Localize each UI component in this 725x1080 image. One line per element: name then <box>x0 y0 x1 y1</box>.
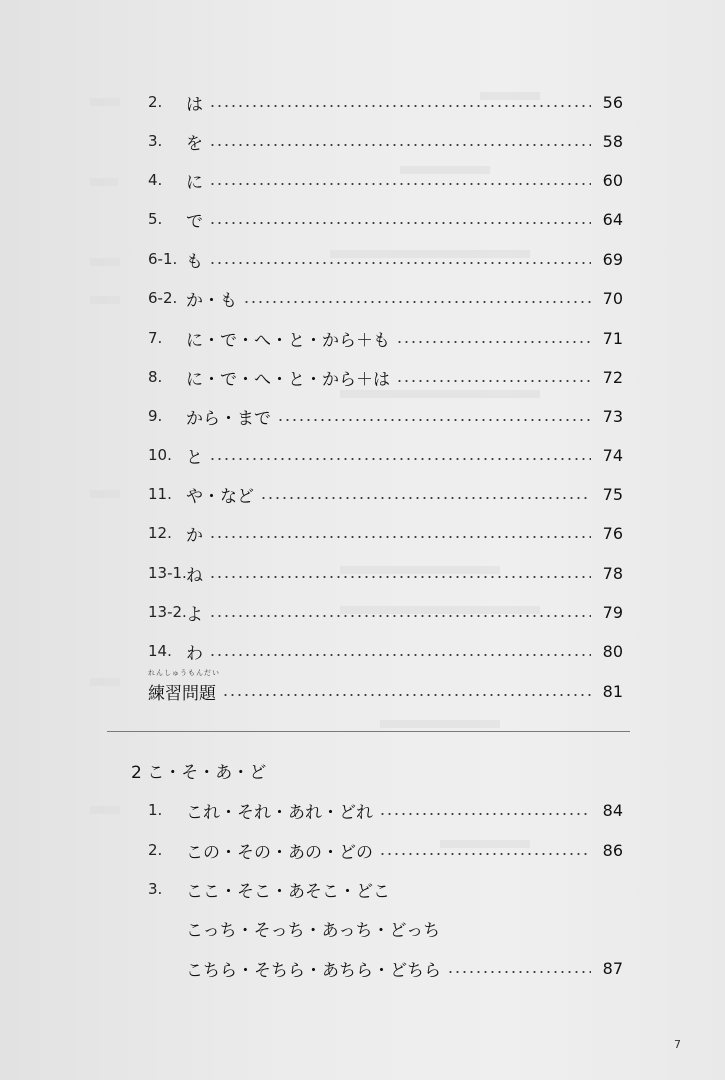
toc-entry-number: 7. <box>148 329 163 347</box>
toc-entry-label: わ <box>186 643 203 664</box>
toc-entry-number: 5. <box>148 210 163 228</box>
toc-entry-ka-mo[interactable] <box>148 285 623 311</box>
toc-entry-number: 6-1. <box>148 250 178 268</box>
leader-dots <box>209 576 591 578</box>
toc-entry-number: 3. <box>148 880 163 898</box>
toc-entry-ne[interactable] <box>148 560 623 586</box>
toc-entry-page: 76 <box>602 523 623 543</box>
leader-dots <box>222 694 591 696</box>
toc-entry-label: は <box>186 94 203 115</box>
toc-entry-label: ね <box>186 565 203 586</box>
toc-entry-label: こっち・そっち・あっち・どっち <box>186 920 441 941</box>
practice-ruby: れんしゅうもんだい <box>148 668 220 677</box>
toc-entry-page: 71 <box>602 328 623 348</box>
toc-entry-number: 8. <box>148 368 163 386</box>
toc-entry-label: で <box>186 211 203 232</box>
toc-entry-label: よ <box>186 604 203 625</box>
toc-entry-label: この・その・あの・どの <box>186 842 373 863</box>
toc-entry-wo[interactable] <box>148 128 623 154</box>
toc-entry-koko[interactable] <box>148 876 623 902</box>
leader-dots <box>396 341 591 343</box>
toc-entry-mo[interactable] <box>148 246 623 272</box>
leader-dots <box>209 262 591 264</box>
toc-entry-number: 12. <box>148 524 172 542</box>
toc-entry-page: 72 <box>602 367 623 387</box>
toc-entry-kara-made[interactable] <box>148 403 623 429</box>
toc-entry-page: 70 <box>602 288 623 308</box>
toc-entry-page: 74 <box>602 445 623 465</box>
toc-entry-number: 2. <box>148 93 163 111</box>
toc-entry-label: に・で・へ・と・から＋は <box>186 369 390 390</box>
leader-dots <box>209 615 591 617</box>
practice-label-wrap <box>148 668 220 704</box>
leader-dots <box>277 419 591 421</box>
leader-dots <box>379 813 591 815</box>
toc-entry-number: 9. <box>148 407 163 425</box>
toc-entry-ni[interactable] <box>148 167 623 193</box>
toc-entry-number: 4. <box>148 171 163 189</box>
toc-entry-page: 86 <box>602 840 623 860</box>
toc-entry-kore[interactable] <box>148 797 623 823</box>
toc-entry-page: 79 <box>602 602 623 622</box>
toc-entry-label: を <box>186 133 203 154</box>
practice-label: 練習問題 <box>148 683 216 704</box>
toc-entry-page: 69 <box>602 249 623 269</box>
toc-entry-label: も <box>186 251 203 272</box>
toc-entry-number: 6-2. <box>148 289 178 307</box>
leader-dots <box>209 536 591 538</box>
toc-entry-page: 56 <box>602 92 623 112</box>
toc-entry-practice[interactable] <box>148 668 623 704</box>
toc-entry-number: 2. <box>148 841 163 859</box>
toc-entry-page: 64 <box>602 209 623 229</box>
toc-entry-label: か <box>186 525 203 546</box>
toc-entry-number: 1. <box>148 801 163 819</box>
toc-entry-number: 13-2. <box>148 603 187 621</box>
leader-dots <box>209 183 591 185</box>
leader-dots <box>447 971 591 973</box>
toc-entry-page: 80 <box>602 641 623 661</box>
toc-entry-number: 14. <box>148 642 172 660</box>
toc-entry-number: 3. <box>148 132 163 150</box>
leader-dots <box>243 301 591 303</box>
toc-entry-wa[interactable] <box>148 89 623 115</box>
toc-entry-number: 13-1. <box>148 564 187 582</box>
section-title: 2 こ・そ・あ・ど <box>131 763 267 783</box>
toc-entry-page: 84 <box>602 800 623 820</box>
toc-entry-page: 78 <box>602 563 623 583</box>
leader-dots <box>209 222 591 224</box>
toc-entry-ka[interactable] <box>148 520 623 546</box>
leader-dots <box>209 105 591 107</box>
toc-entry-kono[interactable] <box>148 837 623 863</box>
toc-entry-label: や・など <box>186 486 254 507</box>
leader-dots <box>209 458 591 460</box>
toc-entry-wa-particle[interactable] <box>148 638 623 664</box>
toc-entry-page: 75 <box>602 484 623 504</box>
toc-entry-ya-nado[interactable] <box>148 481 623 507</box>
toc-entry-label: こちら・そちら・あちら・どちら <box>186 960 441 981</box>
toc-entry-to[interactable] <box>148 442 623 468</box>
leader-dots <box>209 144 591 146</box>
toc-entry-particles-wa[interactable] <box>148 364 623 390</box>
toc-entry-number: 10. <box>148 446 172 464</box>
leader-dots <box>260 497 591 499</box>
page-number: 7 <box>674 1038 681 1051</box>
toc-entry-label: から・まで <box>186 408 271 429</box>
toc-entry-label: これ・それ・あれ・どれ <box>186 802 373 823</box>
toc-entry-page: 81 <box>602 681 623 701</box>
toc-entry-number: 11. <box>148 485 172 503</box>
toc-entry-page: 58 <box>602 131 623 151</box>
section-divider <box>107 731 630 732</box>
toc-entry-page: 73 <box>602 406 623 426</box>
toc-entry-particles-mo[interactable] <box>148 325 623 351</box>
leader-dots <box>209 654 591 656</box>
toc-entry-label: ここ・そこ・あそこ・どこ <box>186 881 390 902</box>
toc-entry-label: に・で・へ・と・から＋も <box>186 330 390 351</box>
leader-dots <box>396 380 591 382</box>
toc-entry-kocchi[interactable] <box>186 915 623 941</box>
toc-entry-label: に <box>186 172 203 193</box>
toc-entry-kochira[interactable] <box>186 955 623 981</box>
toc-entry-yo[interactable] <box>148 599 623 625</box>
toc-entry-label: か・も <box>186 290 237 311</box>
leader-dots <box>379 853 591 855</box>
toc-entry-page: 87 <box>602 958 623 978</box>
toc-entry-page: 60 <box>602 170 623 190</box>
toc-entry-label: と <box>186 447 203 468</box>
toc-entry-de[interactable] <box>148 206 623 232</box>
